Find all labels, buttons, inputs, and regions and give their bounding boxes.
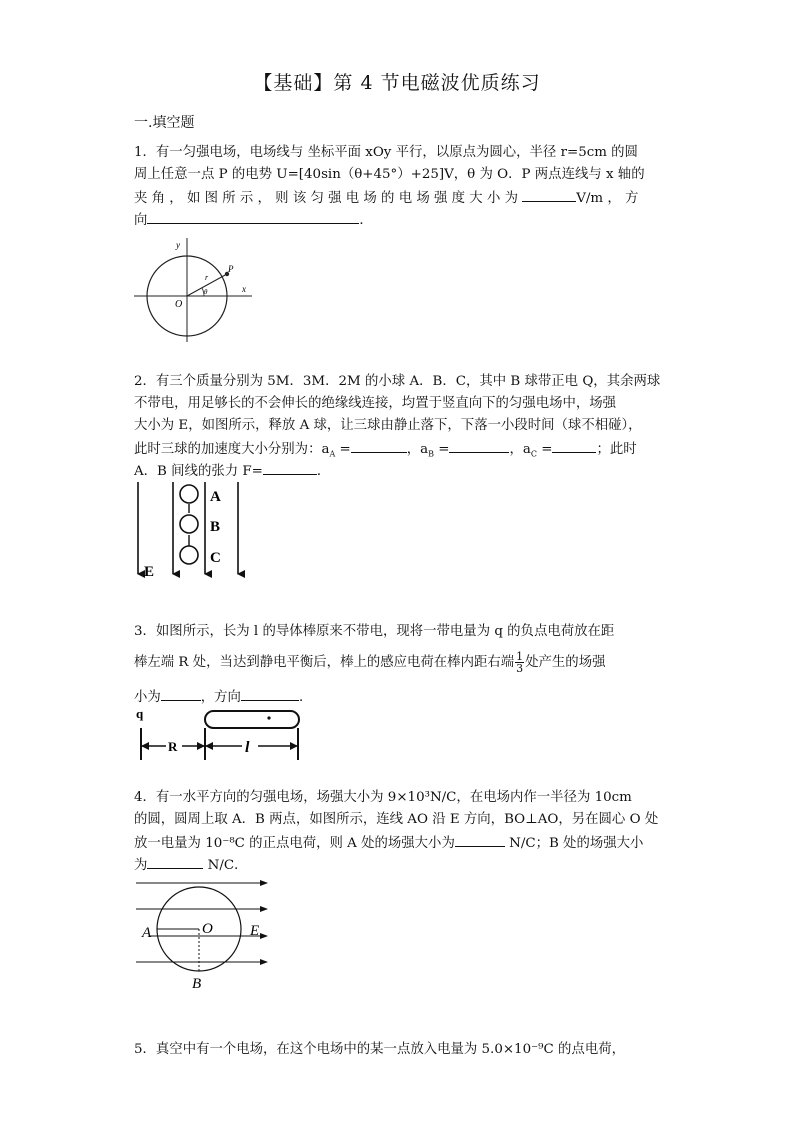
label-a: A xyxy=(142,925,152,941)
q4-line-4-text: 为 xyxy=(134,858,148,873)
q2-sub-c: C xyxy=(530,449,537,459)
q1-line-4-text: 向 xyxy=(134,213,148,228)
q2-sub-a: A xyxy=(329,449,336,459)
label-p: P xyxy=(228,264,234,274)
q2-line-5-text: A．B 间线的张力 F= xyxy=(134,464,263,479)
q1-line-4-end: ． xyxy=(359,213,373,228)
q2-line-5-end: ． xyxy=(316,464,331,479)
label-q: q xyxy=(136,706,144,721)
q2-sub-b: B xyxy=(428,449,434,459)
q3-line-1: 3．如图所示，长为 l 的导体棒原来不带电，现将一带电量为 q 的负点电荷放在距 xyxy=(134,624,615,639)
q4-line-4-end: N/C． xyxy=(203,858,248,873)
q3-answer-blank-1[interactable] xyxy=(161,686,201,701)
label-y: y xyxy=(176,240,180,250)
q4-line-1: 4．有一水平方向的匀强电场，场强大小为 9×10³N/C，在电场内作一半径为 10cm xyxy=(134,790,632,805)
q4-answer-blank-1[interactable] xyxy=(455,832,505,847)
q2-field-figure xyxy=(128,480,258,580)
q4-answer-blank-2[interactable] xyxy=(147,854,203,869)
q4-line-3 xyxy=(134,832,643,854)
label-e: E xyxy=(250,923,260,939)
label-o: O xyxy=(202,921,213,937)
q1-line-1: 1．有一匀强电场，电场线与 坐标平面 xOy 平行，以原点为圆心，半径 r=5cm 的圆 xyxy=(134,145,638,160)
q3-line-2-text: 棒左端 R 处，当达到静电平衡后，棒上的感应电荷在棒内距右端 xyxy=(134,655,515,670)
label-c: C xyxy=(210,550,221,566)
q2-eq-3: = xyxy=(536,442,553,457)
ball-b xyxy=(180,515,198,533)
ball-a xyxy=(180,485,198,503)
q1-line-4 xyxy=(134,209,373,231)
q1-answer-blank-1[interactable] xyxy=(522,187,576,202)
q4-line-3-text: 放一电量为 10⁻⁸C 的正点电荷，则 A 处的场强大小为 xyxy=(134,836,455,851)
fraction-one-third xyxy=(515,651,524,674)
q2-line-1: 2．有三个质量分别为 5M．3M．2M 的小球 A．B．C，其中 B 球带正电 Q，其余两球 xyxy=(134,374,661,389)
q2-sep-1: ，a xyxy=(406,442,429,457)
q3-line-3-mid: ，方向 xyxy=(200,690,241,705)
label-x: x xyxy=(242,284,246,294)
label-l: l xyxy=(245,739,250,756)
fraction-numerator: 1 xyxy=(516,650,524,663)
q3-line-3-text: 小为 xyxy=(134,690,161,705)
ball-c xyxy=(180,546,198,564)
q2-line-2: 不带电，用足够长的不会伸长的绝缘线连接，均置于竖直向下的匀强电场中，场强 xyxy=(134,396,617,411)
q2-answer-blank-c[interactable] xyxy=(552,438,596,453)
q3-rod-figure xyxy=(130,704,310,764)
q2-answer-blank-a[interactable] xyxy=(351,438,407,453)
label-e: E xyxy=(144,564,155,580)
conductor-rod xyxy=(205,711,299,728)
q2-line-3: 大小为 E，如图所示，释放 A 球，让三球由静止落下，下落一小段时间（球不相碰）， xyxy=(134,418,642,433)
q2-sep-2: ，a xyxy=(509,442,531,457)
label-b: B xyxy=(210,519,221,535)
label-b: B xyxy=(192,976,202,992)
q4-circle-field-figure xyxy=(132,874,272,992)
q1-line-3-text: 夹 角 ， 如 图 所 示 ， 则 该 匀 强 电 场 的 电 场 强 度 大 小 为 xyxy=(134,191,523,206)
q2-eq-1: = xyxy=(335,442,351,457)
label-a: A xyxy=(210,489,221,505)
q3-line-2-end: 处产生的场强 xyxy=(525,655,606,670)
q2-line-5 xyxy=(134,460,330,482)
q2-line-4-text: 此时三球的加速度大小分别为：a xyxy=(134,442,330,457)
rod-point xyxy=(267,716,270,719)
q2-answer-blank-b[interactable] xyxy=(449,438,509,453)
q3-line-3-end: ． xyxy=(298,690,313,705)
q1-circle-figure xyxy=(128,236,258,346)
label-o: O xyxy=(175,299,183,310)
q2-line-4-end: ；此时 xyxy=(596,442,637,457)
label-r: R xyxy=(168,739,178,754)
q1-answer-blank-2[interactable] xyxy=(147,209,359,224)
label-r: r xyxy=(205,273,209,282)
q1-line-3 xyxy=(134,187,638,209)
q4-line-4 xyxy=(134,854,248,876)
q1-line-2: 周上任意一点 P 的电势 U=[40sin（θ+45°）+25]V，θ 为 O．P 两点连线与 x 轴的 xyxy=(134,167,645,182)
q2-answer-blank-f[interactable] xyxy=(263,460,317,475)
q1-line-3-unit: V/m ， 方 xyxy=(576,191,639,206)
q4-line-3-end: N/C；B 处的场强大小 xyxy=(504,836,644,851)
q4-line-2: 的圆，圆周上取 A．B 两点，如图所示，连线 AO 沿 E 方向，BO⊥AO，另在圆心 O 处 xyxy=(134,812,659,827)
section-heading: 一.填空题 xyxy=(134,115,195,131)
q3-line-2 xyxy=(134,651,605,674)
fraction-denominator: 3 xyxy=(516,662,524,675)
q5-line-1: 5．真空中有一个电场，在这个电场中的某一点放入电量为 5.0×10⁻⁹C 的点电荷， xyxy=(134,1042,625,1057)
q2-eq-2: = xyxy=(433,442,450,457)
label-theta: θ xyxy=(204,288,208,296)
page-title: 【基础】第 4 节电磁波优质练习 xyxy=(253,72,541,94)
q3-answer-blank-2[interactable] xyxy=(241,686,299,701)
